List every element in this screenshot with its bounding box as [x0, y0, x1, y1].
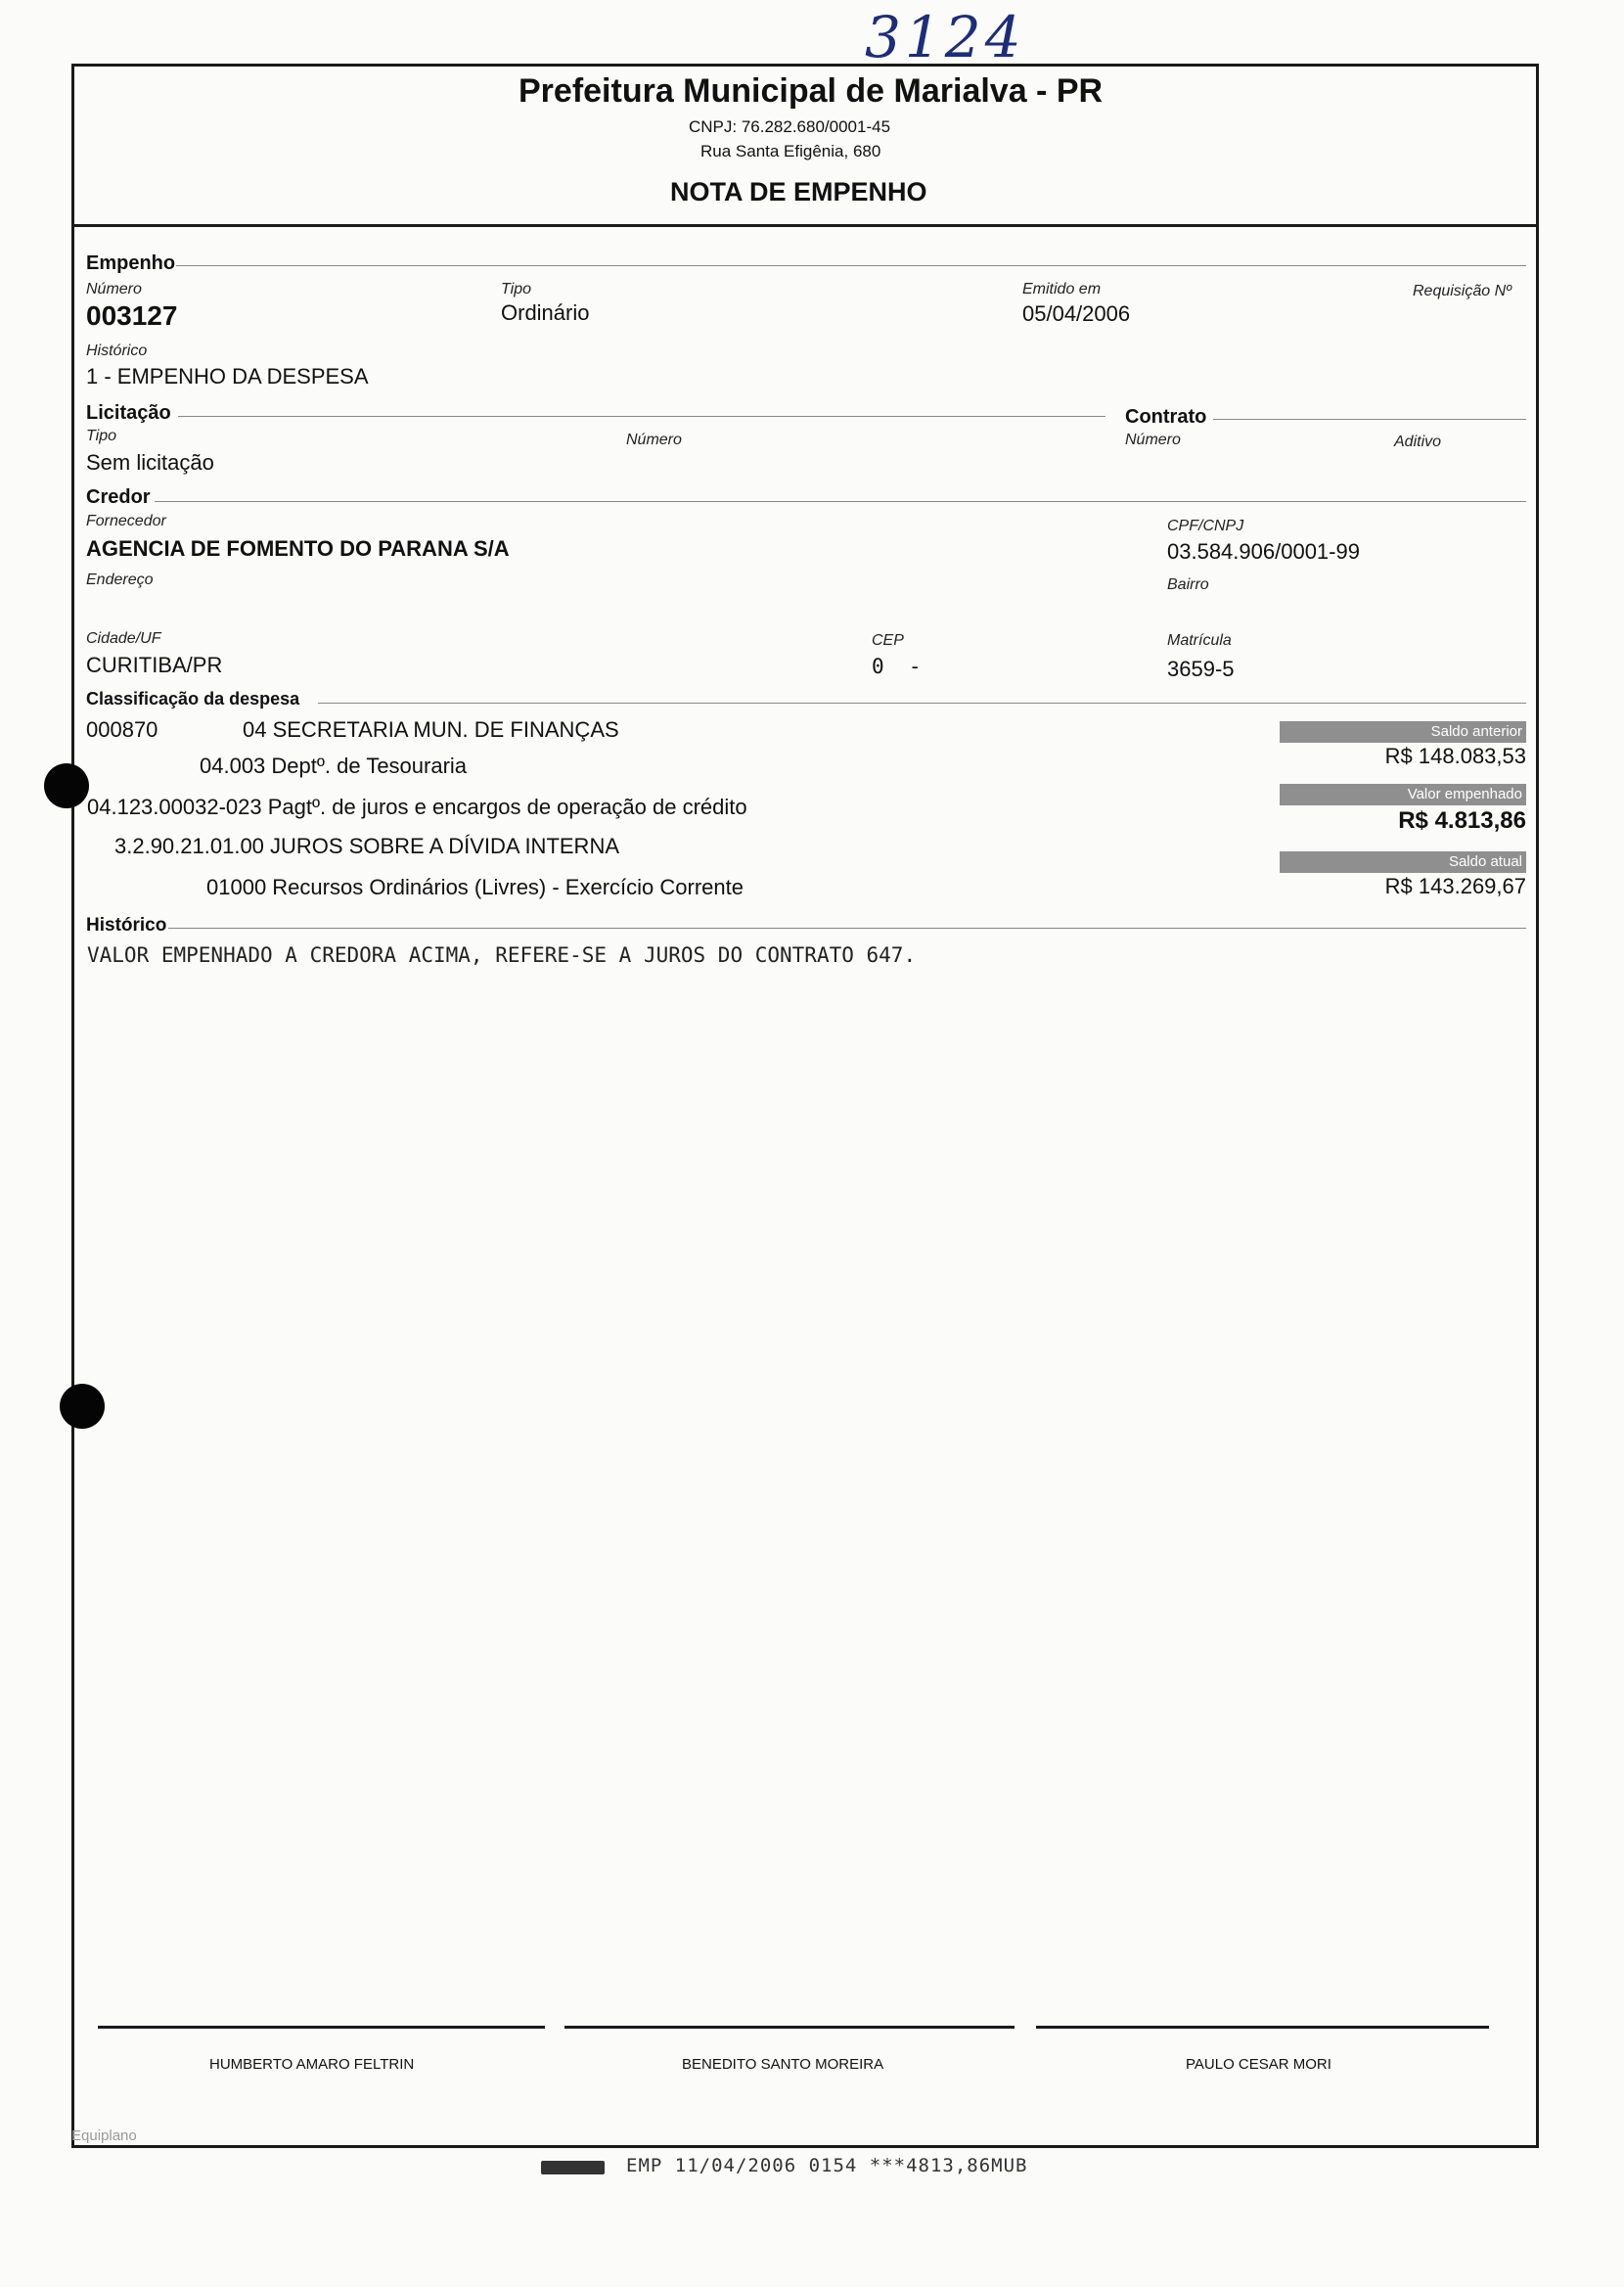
stamp-text: EMP 11/04/2006 0154 ***4813,86MUB — [626, 2155, 1028, 2176]
punch-hole-top — [44, 763, 89, 808]
signature-name-3: PAULO CESAR MORI — [1186, 2056, 1331, 2073]
endereco-label: Endereço — [86, 572, 154, 588]
licitacao-rule — [178, 416, 1105, 417]
saldo-anterior-value: R$ 148.083,53 — [1384, 744, 1526, 768]
classificacao-natureza: 3.2.90.21.01.00 JUROS SOBRE A DÍVIDA INTERNA — [114, 834, 620, 858]
matricula-value: 3659-5 — [1167, 657, 1235, 681]
signature-line-1 — [98, 2026, 545, 2029]
credor-rule — [155, 501, 1526, 502]
saldo-atual-value: R$ 143.269,67 — [1384, 874, 1526, 898]
saldo-anterior-label: Saldo anterior — [1280, 721, 1526, 743]
page-title: Prefeitura Municipal de Marialva - PR — [519, 72, 1104, 110]
historico-rule — [168, 928, 1526, 929]
empenho-section: Empenho — [86, 252, 176, 274]
licitacao-tipo-label: Tipo — [86, 428, 116, 444]
classificacao-code: 000870 — [86, 717, 158, 742]
contrato-aditivo-label: Aditivo — [1394, 434, 1442, 450]
header-divider — [71, 224, 1539, 227]
contrato-numero-label: Número — [1125, 432, 1181, 448]
cep-value: 0 - — [872, 655, 922, 678]
requisicao-label: Requisição Nº — [1413, 283, 1511, 299]
footer-brand: Equiplano — [71, 2127, 137, 2144]
credor-section: Credor — [86, 486, 151, 508]
cep-label: CEP — [872, 632, 904, 649]
historico-text: VALOR EMPENHADO A CREDORA ACIMA, REFERE-SE A JUROS DO CONTRATO 647. — [87, 943, 917, 967]
classificacao-rule — [318, 703, 1526, 704]
fornecedor-label: Fornecedor — [86, 513, 166, 529]
document-title: NOTA DE EMPENHO — [670, 177, 927, 206]
empenho-tipo-label: Tipo — [501, 281, 531, 297]
handwritten-number: 3124 — [865, 4, 1025, 70]
classificacao-secretaria: 04 SECRETARIA MUN. DE FINANÇAS — [243, 717, 619, 742]
contrato-section: Contrato — [1125, 406, 1207, 428]
cidade-label: Cidade/UF — [86, 630, 161, 647]
classificacao-recurso: 01000 Recursos Ordinários (Livres) - Exercício Corrente — [206, 875, 744, 899]
licitacao-section: Licitação — [86, 402, 171, 424]
emitido-date: 05/04/2006 — [1022, 301, 1131, 326]
fornecedor-name: AGENCIA DE FOMENTO DO PARANA S/A — [86, 536, 510, 561]
licitacao-numero-label: Número — [626, 432, 682, 448]
signature-line-2 — [564, 2026, 1015, 2029]
historico-section: Histórico — [86, 915, 167, 936]
contrato-rule — [1213, 419, 1526, 420]
classificacao-section: Classificação da despesa — [86, 689, 300, 709]
empenho-numero: 003127 — [86, 300, 178, 331]
licitacao-tipo: Sem licitação — [86, 450, 214, 475]
cnpj-text: CNPJ: 76.282.680/0001-45 — [689, 117, 891, 136]
signature-name-1: HUMBERTO AMARO FELTRIN — [209, 2056, 415, 2073]
cpf-label: CPF/CNPJ — [1167, 518, 1244, 534]
matricula-label: Matrícula — [1167, 632, 1232, 649]
empenho-rule — [176, 265, 1526, 266]
cidade-value: CURITIBA/PR — [86, 653, 223, 677]
punch-hole-bottom — [60, 1384, 105, 1429]
signature-name-2: BENEDITO SANTO MOREIRA — [682, 2056, 884, 2073]
valor-empenhado-value: R$ 4.813,86 — [1398, 807, 1526, 834]
address-text: Rua Santa Efigênia, 680 — [700, 142, 881, 160]
saldo-atual-label: Saldo atual — [1280, 851, 1526, 873]
empenho-tipo: Ordinário — [501, 300, 590, 325]
empenho-historico: 1 - EMPENHO DA DESPESA — [86, 364, 369, 389]
bairro-label: Bairro — [1167, 576, 1209, 593]
valor-empenhado-label: Valor empenhado — [1280, 784, 1526, 805]
stamp-mark — [541, 2161, 605, 2174]
empenho-historico-label: Histórico — [86, 343, 148, 359]
classificacao-funcional: 04.123.00032-023 Pagtº. de juros e encargos de operação de crédito — [87, 795, 747, 819]
signature-line-3 — [1036, 2026, 1489, 2029]
cpf-value: 03.584.906/0001-99 — [1167, 539, 1360, 564]
emitido-label: Emitido em — [1022, 281, 1102, 297]
empenho-numero-label: Número — [86, 281, 142, 297]
classificacao-departamento: 04.003 Deptº. de Tesouraria — [200, 754, 468, 778]
